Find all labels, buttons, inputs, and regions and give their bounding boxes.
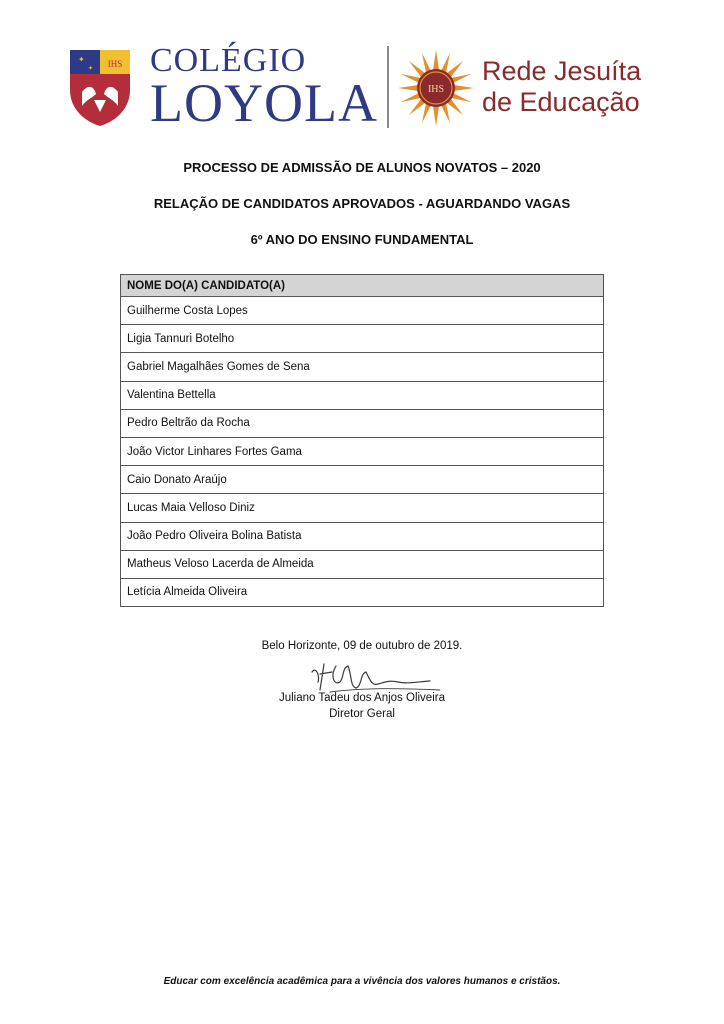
candidate-name: Ligia Tannuri Botelho (121, 325, 604, 353)
grade-title: 6º ANO DO ENSINO FUNDAMENTAL (250, 232, 474, 247)
process-title: PROCESSO DE ADMISSÃO DE ALUNOS NOVATOS – 2020 (183, 160, 541, 175)
college-name-line2: LOYOLA (150, 73, 378, 133)
table-row (121, 578, 604, 606)
place-date: Belo Horizonte, 09 de outubro de 2019. (261, 640, 463, 652)
network-name-line1: Rede Jesuíta (482, 56, 642, 86)
table-row (121, 522, 604, 550)
table-row (121, 494, 604, 522)
candidate-name: Gabriel Magalhães Gomes de Sena (121, 353, 604, 381)
list-title: RELAÇÃO DE CANDIDATOS APROVADOS - AGUARDANDO VAGAS (153, 196, 571, 211)
table-row (121, 381, 604, 409)
candidate-name: Caio Donato Araújo (121, 466, 604, 494)
svg-text:✦: ✦ (88, 65, 94, 72)
network-name (482, 58, 641, 116)
candidate-name: Valentina Bettella (121, 381, 604, 409)
sun-monogram: IHS (427, 84, 445, 95)
candidate-name: Letícia Almeida Oliveira (121, 578, 604, 606)
table-row (121, 550, 604, 578)
candidate-name: Lucas Maia Velloso Diniz (121, 494, 604, 522)
college-name-line1: COLÉGIO (150, 42, 307, 79)
candidate-name: Guilherme Costa Lopes (121, 297, 604, 325)
footer-motto: Educar com excelência acadêmica para a vivência dos valores humanos e cristãos. (163, 976, 561, 987)
table-row (121, 409, 604, 437)
table-row (121, 297, 604, 325)
candidate-name: Pedro Beltrão da Rocha (121, 409, 604, 437)
network-name-line2: de Educação (482, 87, 640, 117)
college-name (150, 42, 378, 133)
table-row (121, 325, 604, 353)
table-row (121, 466, 604, 494)
signer-name: Juliano Tadeu dos Anjos Oliveira (278, 692, 445, 704)
candidates-table (120, 274, 604, 607)
crest-monogram: IHS (107, 59, 123, 69)
table-row (121, 353, 604, 381)
svg-text:✦: ✦ (78, 55, 85, 64)
table-header-row (121, 275, 604, 297)
college-crest-icon (68, 48, 132, 128)
table-row (121, 437, 604, 465)
column-header-name: NOME DO(A) CANDIDATO(A) (121, 275, 604, 297)
candidate-name: João Victor Linhares Fortes Gama (121, 437, 604, 465)
signer-block (0, 690, 724, 722)
signer-title: Diretor Geral (329, 708, 395, 720)
letterhead (0, 0, 724, 140)
candidate-name: João Pedro Oliveira Bolina Batista (121, 522, 604, 550)
candidate-name: Matheus Veloso Lacerda de Almeida (121, 550, 604, 578)
header-divider (387, 46, 389, 128)
jesuit-sun-icon (398, 50, 474, 126)
